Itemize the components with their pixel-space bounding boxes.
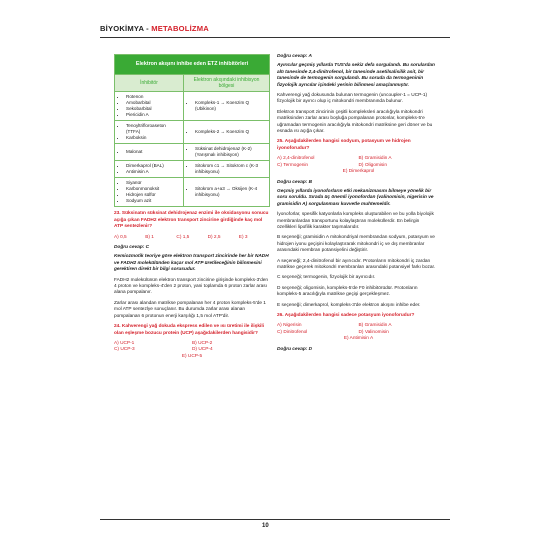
- question-26: 26. Aşağıdakilerden hangisi sadece potasyum iyonoforudur?: [277, 313, 415, 318]
- header-topic: METABOLİZMA: [151, 24, 209, 33]
- right-column: [277, 54, 440, 356]
- option-a: A) UCP-1: [114, 340, 135, 346]
- option-e: E) Dimerkaprol: [342, 169, 375, 175]
- inhibitor-item: • Amobarbital: [126, 100, 180, 106]
- left-column: [114, 54, 270, 364]
- option-b: B) Gramisidin A: [358, 156, 392, 162]
- question-23: 23. Süksinatın süksinat dehidrojenaz enzimi ile oksidasyonu sonucu açığa çıkan FADH2 elektron transport zincirine girdiğinde kaç mol ATP sentezlenir?: [114, 211, 269, 230]
- table-row: [115, 92, 270, 121]
- q25-options: [277, 156, 440, 175]
- inhibition-site: • Sitokrom a+a3 → Oksijen (K-4 inhibisyonu): [195, 186, 266, 198]
- option-d: D) Valinomisin: [358, 329, 389, 335]
- question-25: 25. Aşağıdakilerden hangisi sodyum, potasyum ve hidrojen iyonoforudur?: [277, 139, 411, 151]
- q23-explanation-2: FADH2 molekülünün elektron transport zincirine girişinde kompleks-3'den 4 proton ve kompleks-4'den 2 proton, yani toplamda 6 proton zarlar arası alana pompalanır.: [114, 277, 269, 296]
- q25-explanation-2: İyonoforlar, spesifik katyonlarla kompleks oluşturabilen ve bu yolla biyolojik membranlardan transportunu kolaylaştıran moleküllerdir. En belirgin özellikleri lipofilik karakter taşımalarıdır.: [277, 212, 434, 230]
- q23-options: [114, 235, 270, 241]
- option-c: C) Termogenin: [277, 162, 309, 168]
- inhibitor-item: • Sodyum azit: [126, 198, 180, 204]
- option-b: B) Gramisidin A: [358, 323, 392, 329]
- option-a: A) Nigerisin: [277, 323, 302, 329]
- q26-answer: Doğru cevap: D: [277, 346, 313, 352]
- table-header-site: Elektron akışındaki inhibisyon bölgesi: [184, 74, 270, 92]
- option-a: A) 0,5: [114, 234, 127, 240]
- q25-explanation-5: C seçeneği; termogenin, fizyolojik bir ayırıcıdır.: [277, 275, 376, 281]
- q25-answer: Doğru cevap: B: [277, 179, 313, 185]
- q23-answer: Doğru cevap: C: [114, 245, 150, 251]
- inhibition-site: • Sitokrom c1 → Sitokrom c (K-3 inhibisyonu): [195, 163, 266, 175]
- q24-explanation-1: Ayırıcılar geçmiş yıllarda TUS'da sekiz defa sorgulandı. Bu sorulardan altı tanesinde 2,4-dinitrofenol, bir tanesinde asetilsalisilik asit, bir tanesinde de termogenin sorgulandı. Bu soruda da termogeninin fizyolojik ayrıcılar içindeki yerinin bilinmesi amaçlanmıştır.: [277, 63, 435, 88]
- q24-answer: Doğru cevap: A: [277, 54, 312, 59]
- table-row: [115, 161, 270, 178]
- table-row: [115, 121, 270, 144]
- inhibitor-item: • Rotenon: [126, 94, 180, 100]
- question-24: 24. Kahverengi yağ dokuda ekspress edilen ve ısı üretimi ile ilişkili olan eşleşme bozucu protein (UCP) aşağıdakilerden hangisidir?: [114, 324, 264, 336]
- option-d: D) 2,5: [207, 234, 221, 240]
- inhibitor-item: • Karboksin: [126, 135, 180, 141]
- option-c: C) 1,5: [176, 234, 190, 240]
- option-e: E) 3: [238, 234, 248, 240]
- inhibitor-item: • Malonat: [126, 149, 180, 155]
- running-header: [100, 24, 209, 33]
- inhibition-site: • Kompleks-1 → Koenzim Q (Ubikinon): [195, 100, 266, 112]
- table-header-inhibitor: İnhibitör: [115, 74, 184, 92]
- table-row: [115, 178, 270, 207]
- inhibitor-item: • Hidrojen sülfür: [126, 192, 180, 198]
- footer-rule: [100, 519, 450, 520]
- inhibitor-item: • Siyanür: [126, 180, 180, 186]
- table-row: [115, 144, 270, 161]
- q24-explanation-3: Elektron transport zincirinin çeşitli kompleksleri aracılığıyla mitokondri matriksinden zarlar arası boşluğa pompalanan protonlar, kompleks-5'e uğramadan termogenin aracılığıyla mitokondri matriksine geri döner ve bu esnada ısı açığa çıkar.: [277, 109, 433, 135]
- option-b: B) 1: [145, 234, 154, 240]
- q24-explanation-2: Kahverengi yağ dokusunda bulunan termogenin (uncoupler-1 = UCP-1) fizyolojik bir ayırıcı olup iç mitokondri membranında bulunur.: [277, 93, 428, 105]
- inhibitor-item: • Tenoyltrifloroaseton (TTFA): [126, 123, 180, 135]
- header-subject: BİYOKİMYA -: [100, 24, 152, 33]
- q23-explanation-3: Zarlar arası alandan matrikse pompalanan her 4 proton kompleks-5'de 1 mol ATP sentezlye sonuçlanır. Bu durumda zarlar arası alanan pompalanan 6 protonun enerji karşılığı 1,5 mol ATP'dir.: [114, 300, 266, 319]
- q25-explanation-7: E seçeneği; dimerkaprol, kompleks-3'de elektron akışını inhibe eder.: [277, 302, 421, 308]
- q26-options: [277, 323, 440, 342]
- page-number: 10: [262, 523, 269, 529]
- q25-explanation-4: A seçeneği; 2,4-dinitrofenol bir ayırıcıdır. Protonların mitokondri iç zardan matrikse geçerek mitokondri membranları arasındaki potansiyel farkı bozar.: [277, 258, 436, 270]
- option-c: C) Dinitrofenol: [277, 329, 308, 335]
- q23-explanation-1: Kemiozmotik teoriye göre elektron transport zincirinde her bir NADH ve FADH2 molekülünden kaçar mol ATP üretileceğinin bilinmesini gerektiren direkt bir bilgi sorusudur.: [114, 254, 269, 273]
- option-d: D) Oligomisin: [358, 162, 388, 168]
- option-c: C) UCP-3: [114, 347, 135, 353]
- inhibitor-item: • Sekobarbital: [126, 106, 180, 112]
- option-a: A) 2,4-dinitrofenol: [277, 156, 315, 162]
- inhibitor-item: • Karbonmonoksit: [126, 186, 180, 192]
- option-d: D) UCP-4: [192, 347, 213, 353]
- table-title: Elektron akışını inhibe eden ETZ inhibitörleri: [115, 55, 270, 75]
- q24-options: [114, 341, 270, 360]
- q25-explanation-1: Geçmiş yıllarda iyonoforların etki mekanizmasını bilmeye yönelik bir soru soruldu. Sırada üç önemli iyonofordan (valinomisin, nigerisin ve gramisidin A) sorgulanması kuvvetle muhtemeldir.: [277, 188, 434, 207]
- inhibition-site: • Kompleks-2 → Koenzim Q: [195, 129, 266, 135]
- q25-explanation-6: D seçeneği; oligomisin, kompleks-5'de F0 inhibitörüdür. Protonların kompleks-5 aracılığıyla matrikse geçişi gerçekleşmez.: [277, 285, 418, 298]
- option-e: E) UCP-5: [181, 353, 203, 359]
- inhibitor-item: • Antimisin A: [126, 169, 180, 175]
- q25-explanation-3: B seçeneği; gramisidin A mitokondriyal membrandan sodyum, potasyum ve hidrojen iyonu geçişini kolaylaştırarak mitokondri iç ve dış membranlar arasındaki membran potansiyelini değiştirir.: [277, 235, 435, 254]
- header-rule: [100, 37, 450, 38]
- inhibitor-table: [114, 54, 270, 207]
- inhibition-site: • Süksinat dehidrojenaz (K-2) (Yarışmalı inhibisyon): [195, 146, 266, 158]
- inhibitor-item: • Piericidin A: [126, 112, 180, 118]
- option-e: E) Antimisin A: [343, 336, 374, 342]
- option-b: B) UCP-2: [192, 340, 213, 346]
- inhibitor-item: • Dimerkaprol (BAL): [126, 163, 180, 169]
